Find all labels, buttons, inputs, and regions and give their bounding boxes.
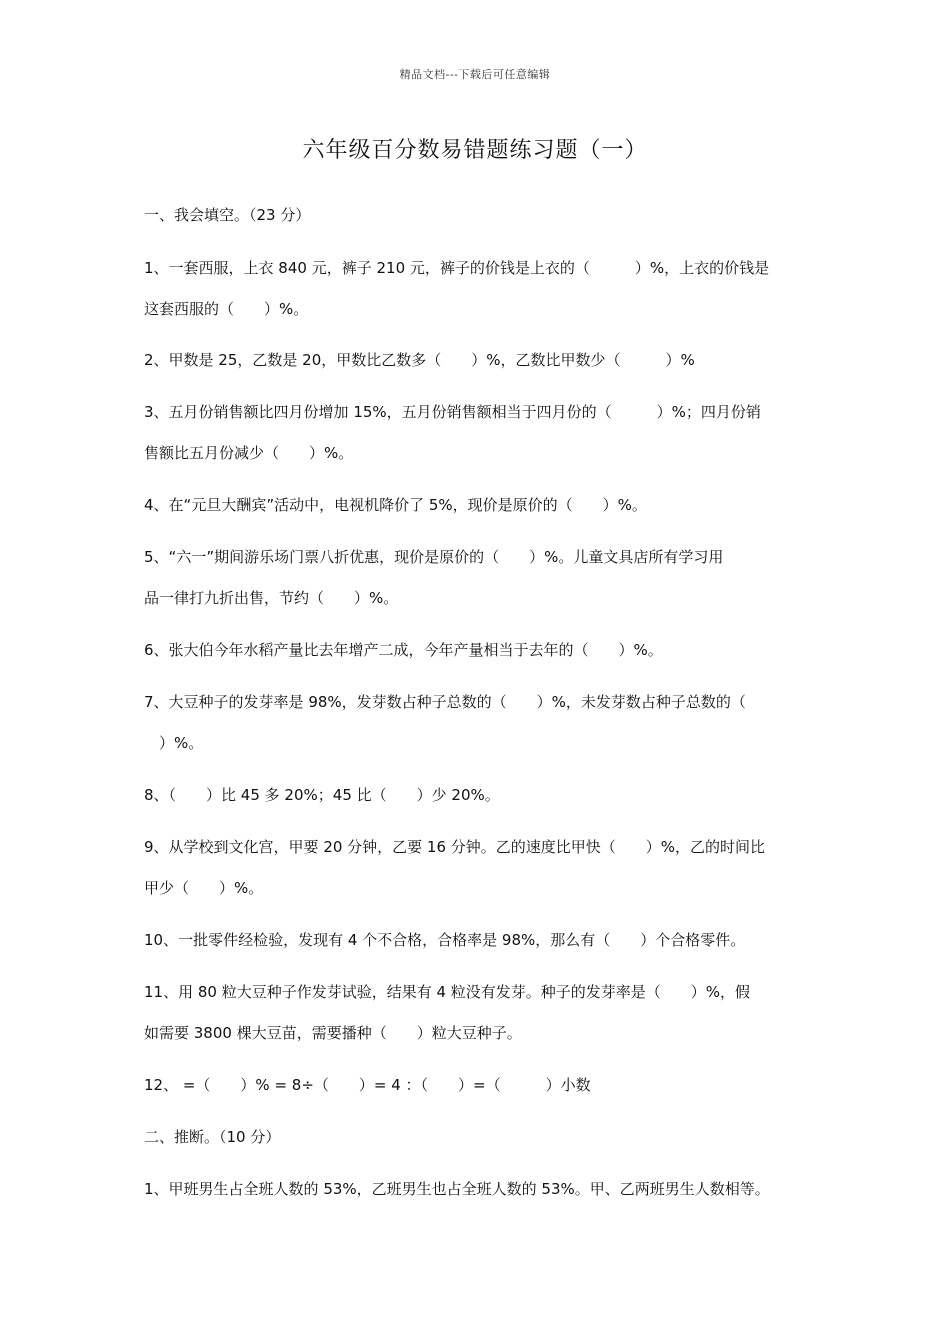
question-7-line-1: 7、大豆种子的发芽率是 98%，发芽数占种子总数的（ ）%，未发芽数占种子总数的（ — [144, 693, 746, 711]
question-1-line-2: 这套西服的（ ）%。 — [144, 300, 309, 318]
question-3-line-1: 3、五月份销售额比四月份增加 15%，五月份销售额相当于四月份的（ ）%；四月份销 — [144, 403, 761, 421]
section-heading-fill-in: 一、我会填空。（23 分） — [144, 206, 311, 224]
header-note: 精品文档---下载后可任意编辑 — [399, 68, 551, 81]
question-12: 12、 =（ ）% = 8÷（ ）= 4 ：（ ）=（ ）小数 — [144, 1076, 591, 1094]
question-4: 4、在“元旦大酬宾”活动中，电视机降价了 5%，现价是原价的（ ）%。 — [144, 496, 647, 514]
question-10: 10、一批零件经检验，发现有 4 个不合格，合格率是 98%，那么有（ ）个合格零件。 — [144, 931, 746, 949]
question-2: 2、甲数是 25，乙数是 20，甲数比乙数多（ ）%，乙数比甲数少（ ）% — [144, 351, 695, 369]
question-11-line-2: 如需要 3800 棵大豆苗，需要播种（ ）粒大豆种子。 — [144, 1024, 522, 1042]
judge-question-1: 1、甲班男生占全班人数的 53%，乙班男生也占全班人数的 53%。甲、乙两班男生人数相等。 — [144, 1180, 770, 1198]
question-8: 8、（ ）比 45 多 20%；45 比（ ）少 20%。 — [144, 786, 500, 804]
question-9-line-1: 9、从学校到文化宫，甲要 20 分钟，乙要 16 分钟。乙的速度比甲快（ ）%，乙的时间比 — [144, 838, 766, 856]
question-1-line-1: 1、一套西服，上衣 840 元，裤子 210 元，裤子的价钱是上衣的（ ）%，上衣的价钱是 — [144, 259, 770, 277]
question-6: 6、张大伯今年水稻产量比去年增产二成，今年产量相当于去年的（ ）%。 — [144, 641, 663, 659]
question-5-line-1: 5、“六一”期间游乐场门票八折优惠，现价是原价的（ ）%。儿童文具店所有学习用 — [144, 548, 724, 566]
question-11-line-1: 11、用 80 粒大豆种子作发芽试验，结果有 4 粒没有发芽。种子的发芽率是（ ）%，假 — [144, 983, 751, 1001]
page-title: 六年级百分数易错题练习题（一） — [302, 138, 648, 163]
section-heading-judge: 二、推断。（10 分） — [144, 1128, 281, 1146]
question-9-line-2: 甲少（ ）%。 — [144, 879, 264, 897]
question-7-line-2: ）%。 — [144, 734, 204, 752]
question-5-line-2: 品一律打九折出售，节约（ ）%。 — [144, 589, 399, 607]
question-3-line-2: 售额比五月份减少（ ）%。 — [144, 444, 354, 462]
